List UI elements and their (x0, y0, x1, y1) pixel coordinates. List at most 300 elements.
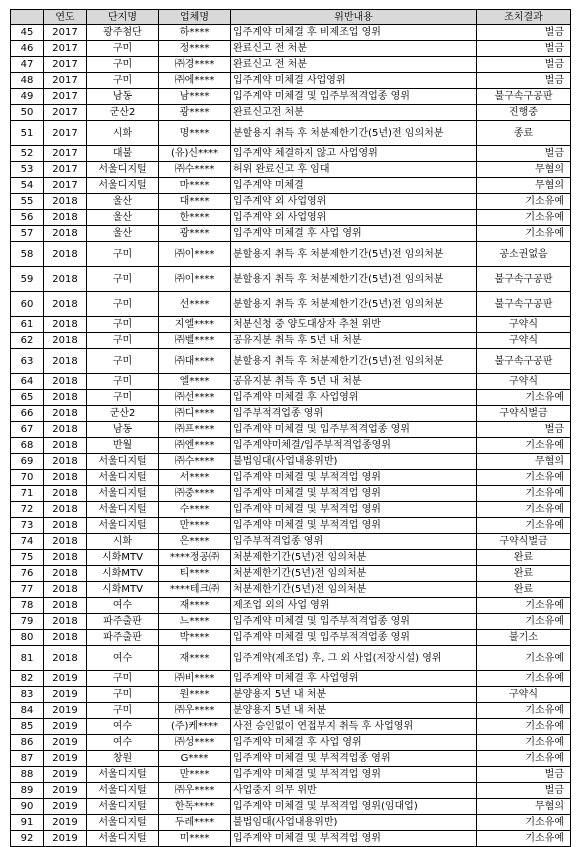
table-row (11, 783, 571, 799)
row-number: 48 (11, 73, 44, 89)
row-year: 2019 (44, 831, 87, 847)
row-company: 재**** (159, 598, 231, 614)
row-complex: 반월 (87, 438, 159, 454)
header-complex: 단지명 (87, 10, 159, 25)
row-complex: 군산2 (87, 406, 159, 422)
table-row (11, 703, 571, 719)
row-complex: 여수 (87, 735, 159, 751)
row-company: 만**** (159, 767, 231, 783)
row-result: 벌금 (477, 57, 571, 73)
row-violation: 완료신고전 처분 (231, 105, 477, 121)
row-result: 벌금 (477, 146, 571, 162)
table-row (11, 566, 571, 582)
row-number: 54 (11, 178, 44, 194)
table-row (11, 105, 571, 121)
row-number: 63 (11, 349, 44, 374)
row-number: 92 (11, 831, 44, 847)
row-violation: 입주계약 미체결 (231, 178, 477, 194)
row-result: 공소권없음 (477, 242, 571, 267)
header-result: 조치결과 (477, 10, 571, 25)
row-year: 2018 (44, 194, 87, 210)
row-violation: 입주계약 미체결 및 부적격업종 영위 (231, 751, 477, 767)
row-violation: 처분제한기간(5년)전 임의처분 (231, 582, 477, 598)
row-complex: 서울디지털 (87, 815, 159, 831)
row-result: 완료 (477, 566, 571, 582)
row-year: 2019 (44, 687, 87, 703)
row-company: ㈜우**** (159, 703, 231, 719)
row-result: 기소유예 (477, 735, 571, 751)
row-year: 2018 (44, 349, 87, 374)
row-number: 49 (11, 89, 44, 105)
row-number: 79 (11, 614, 44, 630)
row-violation: 입주계약(제조업) 후, 그 외 사업(저장시설) 영위 (231, 646, 477, 671)
table-row (11, 267, 571, 292)
row-result: 기소유예 (477, 815, 571, 831)
row-complex: 서울디지털 (87, 502, 159, 518)
row-number: 75 (11, 550, 44, 566)
table-row (11, 374, 571, 390)
row-year: 2018 (44, 454, 87, 470)
row-result: 벌금 (477, 422, 571, 438)
row-complex: 서울디지털 (87, 454, 159, 470)
row-violation: 분할용지 취득 후 처분제한기간(5년)전 임의처분 (231, 242, 477, 267)
row-complex: 창원 (87, 751, 159, 767)
row-company: 느**** (159, 614, 231, 630)
row-result: 무혐의 (477, 162, 571, 178)
table-row (11, 226, 571, 242)
row-number: 71 (11, 486, 44, 502)
row-complex: 서울디지털 (87, 486, 159, 502)
table-row (11, 178, 571, 194)
row-number: 80 (11, 630, 44, 646)
row-result: 벌금 (477, 25, 571, 41)
row-number: 46 (11, 41, 44, 57)
row-number: 51 (11, 121, 44, 146)
table-row (11, 646, 571, 671)
header-year: 연도 (44, 10, 87, 25)
row-result: 불구속구공판 (477, 89, 571, 105)
table-row (11, 317, 571, 333)
row-complex: 울산 (87, 210, 159, 226)
table-row (11, 194, 571, 210)
row-violation: 사업중지 의무 위반 (231, 783, 477, 799)
row-complex: 구미 (87, 57, 159, 73)
row-company: ㈜벨**** (159, 333, 231, 349)
row-number: 85 (11, 719, 44, 735)
row-year: 2018 (44, 566, 87, 582)
row-violation: 입주계약 외 사업영위 (231, 210, 477, 226)
row-number: 76 (11, 566, 44, 582)
row-complex: 울산 (87, 226, 159, 242)
row-violation: 입주계약 미체결 및 부적격업 영위 (231, 502, 477, 518)
row-complex: 서울디지털 (87, 831, 159, 847)
row-complex: 군산2 (87, 105, 159, 121)
row-violation: 입주계약 미체결 후 비제조업 영위 (231, 25, 477, 41)
row-result: 기소유예 (477, 719, 571, 735)
row-result: 진행중 (477, 105, 571, 121)
table-row (11, 73, 571, 89)
row-number: 62 (11, 333, 44, 349)
row-number: 81 (11, 646, 44, 671)
row-complex: 남동 (87, 422, 159, 438)
row-number: 50 (11, 105, 44, 121)
table-row (11, 25, 571, 41)
row-number: 90 (11, 799, 44, 815)
row-number: 74 (11, 534, 44, 550)
row-year: 2018 (44, 470, 87, 486)
row-year: 2018 (44, 646, 87, 671)
row-year: 2017 (44, 162, 87, 178)
table-row (11, 719, 571, 735)
row-year: 2018 (44, 226, 87, 242)
row-year: 2019 (44, 767, 87, 783)
table-row (11, 89, 571, 105)
row-year: 2017 (44, 146, 87, 162)
table-row (11, 582, 571, 598)
row-year: 2019 (44, 735, 87, 751)
row-company: ㈜수**** (159, 454, 231, 470)
row-company: ㈜프**** (159, 422, 231, 438)
row-number: 67 (11, 422, 44, 438)
row-year: 2017 (44, 57, 87, 73)
row-violation: 공유지분 취득 후 5년 내 처분 (231, 333, 477, 349)
row-complex: 파주출판 (87, 614, 159, 630)
row-result: 기소유예 (477, 438, 571, 454)
row-company: ㈜선**** (159, 390, 231, 406)
row-year: 2017 (44, 121, 87, 146)
table-row (11, 41, 571, 57)
row-result: 기소유예 (477, 518, 571, 534)
row-year: 2018 (44, 598, 87, 614)
row-number: 73 (11, 518, 44, 534)
row-complex: 구미 (87, 374, 159, 390)
row-violation: 입주계약 미체결 및 부적격업 영위(임대업) (231, 799, 477, 815)
row-violation: 완료신고 전 처분 (231, 41, 477, 57)
row-number: 89 (11, 783, 44, 799)
row-year: 2017 (44, 25, 87, 41)
row-number: 86 (11, 735, 44, 751)
row-complex: 구미 (87, 242, 159, 267)
row-result: 기소유예 (477, 614, 571, 630)
row-violation: 입주계약 미체결 및 부적격업 영위 (231, 470, 477, 486)
row-result: 불구속구공판 (477, 292, 571, 317)
row-violation: 사전 승인없이 연접부지 취득 후 사업영위 (231, 719, 477, 735)
row-year: 2018 (44, 534, 87, 550)
row-company: ㈜중**** (159, 486, 231, 502)
row-company: 지엘**** (159, 317, 231, 333)
table-row (11, 422, 571, 438)
row-number: 60 (11, 292, 44, 317)
row-violation: 입주계약 미체결 및 입주부적격업종 영위 (231, 89, 477, 105)
row-violation: 입주계약 미체결 및 부적격업 영위 (231, 486, 477, 502)
row-year: 2018 (44, 614, 87, 630)
row-complex: 서울디지털 (87, 470, 159, 486)
row-number: 61 (11, 317, 44, 333)
row-year: 2018 (44, 550, 87, 566)
row-complex: 서울디지털 (87, 783, 159, 799)
row-year: 2019 (44, 671, 87, 687)
row-complex: 구미 (87, 390, 159, 406)
row-violation: 입주계약 미체결 및 입주부적격업종 영위 (231, 614, 477, 630)
table-row (11, 751, 571, 767)
row-company: ㈜대**** (159, 349, 231, 374)
row-year: 2019 (44, 751, 87, 767)
row-result: 구약식벌금 (477, 534, 571, 550)
row-number: 64 (11, 374, 44, 390)
row-company: 재**** (159, 646, 231, 671)
row-number: 84 (11, 703, 44, 719)
table-row (11, 406, 571, 422)
row-year: 2018 (44, 438, 87, 454)
row-year: 2018 (44, 502, 87, 518)
row-complex: 시화MTV (87, 582, 159, 598)
row-company: 원**** (159, 687, 231, 703)
row-company: ㈜수**** (159, 162, 231, 178)
table-row (11, 799, 571, 815)
row-year: 2017 (44, 178, 87, 194)
row-complex: 서울디지털 (87, 518, 159, 534)
row-violation: 분양용지 5년 내 처분 (231, 687, 477, 703)
row-company: ㈜비**** (159, 671, 231, 687)
row-result: 기소유예 (477, 831, 571, 847)
row-number: 55 (11, 194, 44, 210)
row-result: 벌금 (477, 73, 571, 89)
row-violation: 제조업 외의 사업 영위 (231, 598, 477, 614)
table-row (11, 630, 571, 646)
row-company: 서**** (159, 470, 231, 486)
row-company: ㈜이**** (159, 242, 231, 267)
row-number: 87 (11, 751, 44, 767)
table-row (11, 486, 571, 502)
row-company: 마**** (159, 178, 231, 194)
row-violation: 완료신고 전 처분 (231, 57, 477, 73)
row-result: 기소유예 (477, 210, 571, 226)
table-row (11, 162, 571, 178)
row-company: 티**** (159, 566, 231, 582)
row-complex: 시화 (87, 121, 159, 146)
row-violation: 분할용지 취득 후 처분제한기간(5년)전 임의처분 (231, 267, 477, 292)
row-company: 남**** (159, 89, 231, 105)
row-violation: 입주계약 미체결 후 사업영위 (231, 390, 477, 406)
row-violation: 허위 완료신고 후 임대 (231, 162, 477, 178)
table-row (11, 242, 571, 267)
row-year: 2018 (44, 292, 87, 317)
row-violation: 입주계약미체결/입주부적격업종영위 (231, 438, 477, 454)
row-number: 57 (11, 226, 44, 242)
row-number: 91 (11, 815, 44, 831)
row-year: 2017 (44, 73, 87, 89)
row-complex: 구미 (87, 671, 159, 687)
header-number (11, 10, 44, 25)
row-company: ㈜경**** (159, 57, 231, 73)
row-year: 2018 (44, 486, 87, 502)
table-row (11, 767, 571, 783)
row-result: 구약식 (477, 333, 571, 349)
table-body (11, 25, 571, 847)
table-row (11, 333, 571, 349)
row-violation: 입주계약 미체결 및 부적격업 영위 (231, 831, 477, 847)
row-year: 2017 (44, 89, 87, 105)
row-company: 광**** (159, 105, 231, 121)
row-year: 2017 (44, 105, 87, 121)
table-row (11, 390, 571, 406)
row-complex: 구미 (87, 267, 159, 292)
table-row (11, 292, 571, 317)
row-company: ****정공㈜ (159, 550, 231, 566)
table-row (11, 454, 571, 470)
row-number: 59 (11, 267, 44, 292)
row-violation: 처분제한기간(5년)전 임의처분 (231, 566, 477, 582)
row-violation: 분양용지 5년 내 처분 (231, 703, 477, 719)
header-violation: 위반내용 (231, 10, 477, 25)
row-company: ㈜우**** (159, 783, 231, 799)
row-result: 기소유예 (477, 751, 571, 767)
row-violation: 입주계약 외 사업영위 (231, 194, 477, 210)
row-violation: 입주계약 미체결 후 사업 영위 (231, 735, 477, 751)
row-number: 70 (11, 470, 44, 486)
table-row (11, 502, 571, 518)
row-number: 53 (11, 162, 44, 178)
row-violation: 입주부적격업종 영위 (231, 406, 477, 422)
row-result: 무혐의 (477, 799, 571, 815)
row-number: 72 (11, 502, 44, 518)
row-year: 2018 (44, 390, 87, 406)
row-company: 엘**** (159, 374, 231, 390)
row-violation: 입주계약 미체결 및 부적격업 영위 (231, 518, 477, 534)
row-company: 미**** (159, 831, 231, 847)
row-number: 52 (11, 146, 44, 162)
violation-table (10, 9, 571, 847)
row-result: 구약식 (477, 317, 571, 333)
row-company: 만**** (159, 518, 231, 534)
row-year: 2018 (44, 242, 87, 267)
row-year: 2019 (44, 783, 87, 799)
row-violation: 입주계약 미체결 및 부적격업 영위 (231, 767, 477, 783)
row-result: 기소유예 (477, 598, 571, 614)
row-complex: 광주첨단 (87, 25, 159, 41)
row-company: 은**** (159, 534, 231, 550)
table-row (11, 534, 571, 550)
row-company: ㈜엔**** (159, 438, 231, 454)
row-complex: 파주출판 (87, 630, 159, 646)
row-complex: 남동 (87, 89, 159, 105)
row-number: 69 (11, 454, 44, 470)
row-company: 선**** (159, 292, 231, 317)
row-complex: 시화MTV (87, 566, 159, 582)
table-row (11, 598, 571, 614)
row-year: 2019 (44, 703, 87, 719)
row-year: 2018 (44, 630, 87, 646)
row-year: 2018 (44, 518, 87, 534)
row-result: 완료 (477, 550, 571, 566)
row-company: 정**** (159, 41, 231, 57)
row-company: 하**** (159, 25, 231, 41)
row-result: 기소유예 (477, 671, 571, 687)
table-row (11, 735, 571, 751)
table-row (11, 57, 571, 73)
row-result: 불구속구공판 (477, 349, 571, 374)
row-result: 기소유예 (477, 646, 571, 671)
row-result: 벌금 (477, 783, 571, 799)
row-number: 45 (11, 25, 44, 41)
table-row (11, 671, 571, 687)
row-company: ㈜성**** (159, 735, 231, 751)
row-number: 58 (11, 242, 44, 267)
row-number: 68 (11, 438, 44, 454)
row-violation: 입주계약 미체결 후 사업영위 (231, 671, 477, 687)
row-violation: 처분신청 중 양도대상자 추천 위반 (231, 317, 477, 333)
row-violation: 분할용지 취득 후 처분제한기간(5년)전 임의처분 (231, 349, 477, 374)
row-number: 88 (11, 767, 44, 783)
table-row (11, 550, 571, 566)
row-company: ㈜에**** (159, 73, 231, 89)
row-violation: 분할용지 취득 후 처분제한기간(5년)전 임의처분 (231, 121, 477, 146)
row-year: 2018 (44, 333, 87, 349)
row-year: 2019 (44, 815, 87, 831)
row-number: 83 (11, 687, 44, 703)
row-result: 벌금 (477, 767, 571, 783)
row-complex: 시화 (87, 534, 159, 550)
row-violation: 입주계약 미체결 후 사업 영위 (231, 226, 477, 242)
row-result: 기소유예 (477, 703, 571, 719)
row-result: 기소유예 (477, 486, 571, 502)
row-result: 기소유예 (477, 194, 571, 210)
row-year: 2018 (44, 374, 87, 390)
row-complex: 구미 (87, 73, 159, 89)
row-company: ㈜이**** (159, 267, 231, 292)
row-complex: 대불 (87, 146, 159, 162)
row-complex: 구미 (87, 703, 159, 719)
row-violation: 입주계약 미체결 및 입주부적격업종 영위 (231, 422, 477, 438)
row-year: 2018 (44, 582, 87, 598)
row-year: 2017 (44, 41, 87, 57)
row-company: ㈜디**** (159, 406, 231, 422)
row-result: 기소유예 (477, 502, 571, 518)
row-complex: 서울디지털 (87, 767, 159, 783)
row-complex: 울산 (87, 194, 159, 210)
row-violation: 입주계약 미체결 및 입주부적격업종 영위 (231, 630, 477, 646)
row-year: 2018 (44, 210, 87, 226)
row-complex: 서울디지털 (87, 799, 159, 815)
row-year: 2019 (44, 719, 87, 735)
row-complex: 구미 (87, 41, 159, 57)
row-number: 47 (11, 57, 44, 73)
row-result: 불기소 (477, 630, 571, 646)
row-violation: 불법임대(사업내용위반) (231, 815, 477, 831)
row-violation: 입주계약 체결하지 않고 사업영위 (231, 146, 477, 162)
row-result: 종료 (477, 121, 571, 146)
table-row (11, 438, 571, 454)
row-violation: 불법임대(사업내용위반) (231, 454, 477, 470)
row-violation: 처분제한기간(5년)전 임의처분 (231, 550, 477, 566)
row-company: ****테크㈜ (159, 582, 231, 598)
row-company: 광**** (159, 226, 231, 242)
row-year: 2019 (44, 799, 87, 815)
header-row (11, 10, 571, 25)
row-number: 66 (11, 406, 44, 422)
row-company: 한**** (159, 210, 231, 226)
row-number: 65 (11, 390, 44, 406)
table-row (11, 687, 571, 703)
row-company: 명**** (159, 121, 231, 146)
row-complex: 구미 (87, 317, 159, 333)
row-result: 기소유예 (477, 390, 571, 406)
row-complex: 구미 (87, 292, 159, 317)
table-row (11, 831, 571, 847)
row-company: (유)신**** (159, 146, 231, 162)
row-result: 기소유예 (477, 226, 571, 242)
row-company: (주)케**** (159, 719, 231, 735)
